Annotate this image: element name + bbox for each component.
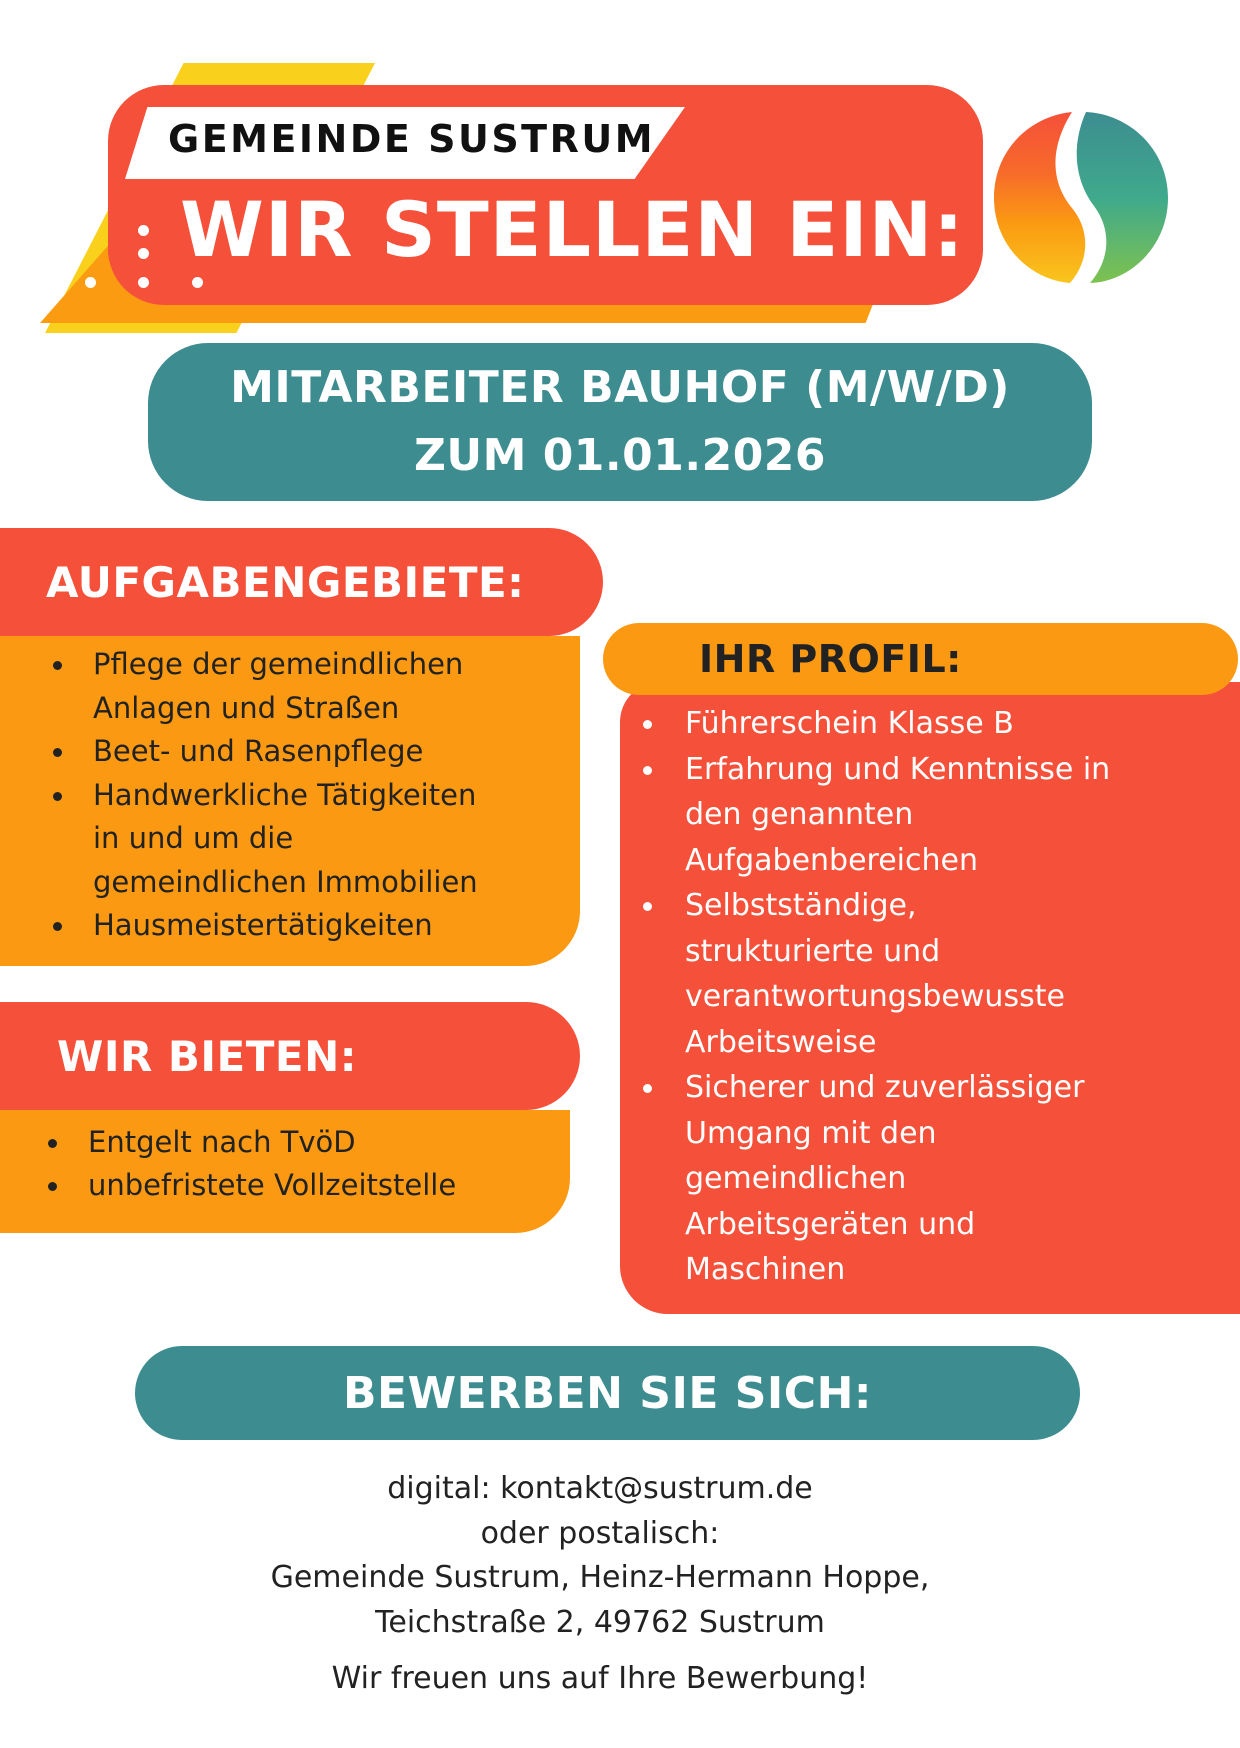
list-item: Aufgabenbereichen (685, 842, 978, 878)
closing-text: Wir freuen uns auf Ihre Bewerbung! (331, 1661, 869, 1696)
list-item: Entgelt nach TvöD (88, 1121, 456, 1164)
list-item: verantwortungsbewusste (685, 979, 1065, 1014)
aufgaben-list (93, 643, 478, 948)
profil-list (685, 701, 1110, 1293)
bullet-icon (643, 720, 652, 729)
position-start-date: ZUM 01.01.2026 (413, 430, 827, 481)
decor-dot (192, 277, 203, 288)
contact-address-street: Teichstraße 2, 49762 Sustrum (375, 1604, 825, 1640)
contact-email: digital: kontakt@sustrum.de (387, 1471, 813, 1506)
bullet-icon (48, 1139, 57, 1148)
list-item: Erfahrung und Kenntnisse in (685, 747, 1110, 793)
position-banner (148, 343, 1092, 501)
list-item: den genannten (685, 797, 914, 832)
list-item: Arbeitsgeräten und (685, 1206, 976, 1242)
list-item: in und um die (93, 821, 294, 855)
contact-postal-label: oder postalisch: (480, 1515, 720, 1551)
list-item: Pflege der gemeindlichen (93, 643, 478, 687)
bullet-icon (643, 902, 652, 911)
bullet-icon (643, 1084, 652, 1093)
contact-address-name: Gemeinde Sustrum, Heinz-Hermann Hoppe, (270, 1560, 930, 1595)
header-title: WIR STELLEN EIN: (180, 185, 965, 274)
profil-heading: IHR PROFIL: (603, 623, 1238, 695)
list-item: gemeindlichen (685, 1161, 907, 1196)
apply-heading: BEWERBEN SIE SICH: (135, 1346, 1080, 1440)
bullet-icon (643, 766, 652, 775)
list-item: Anlagen und Straßen (93, 690, 400, 725)
contact-block (0, 1467, 1200, 1645)
list-item: Beet- und Rasenpflege (93, 730, 478, 774)
list-item: gemeindlichen Immobilien (93, 864, 478, 899)
list-item: Führerschein Klasse B (685, 701, 1110, 747)
list-item: Handwerkliche Tätigkeiten (93, 774, 478, 818)
bieten-list (88, 1121, 456, 1207)
sustrum-logo-icon (990, 110, 1172, 285)
bullet-icon (53, 748, 62, 757)
list-item: Selbstständige, (685, 883, 1110, 929)
list-item: Hausmeistertätigkeiten (93, 904, 478, 948)
bullet-icon (48, 1182, 57, 1191)
bullet-icon (53, 792, 62, 801)
aufgaben-heading: AUFGABENGEBIETE: (0, 528, 603, 636)
bullet-icon (53, 922, 62, 931)
decor-dot (138, 225, 149, 236)
decor-dot (138, 248, 149, 259)
list-item: Umgang mit den (685, 1115, 937, 1151)
list-item: unbefristete Vollzeitstelle (88, 1164, 456, 1207)
bullet-icon (53, 661, 62, 670)
list-item: Arbeitsweise (685, 1024, 877, 1060)
decor-dot (85, 277, 96, 288)
header-kicker: GEMEINDE SUSTRUM (168, 117, 656, 161)
bieten-heading: WIR BIETEN: (0, 1002, 580, 1110)
position-title: MITARBEITER BAUHOF (M/W/D) (230, 362, 1010, 413)
decor-dot (138, 277, 149, 288)
list-item: strukturierte und (685, 933, 941, 969)
list-item: Maschinen (685, 1252, 846, 1287)
list-item: Sicherer und zuverlässiger (685, 1065, 1110, 1111)
